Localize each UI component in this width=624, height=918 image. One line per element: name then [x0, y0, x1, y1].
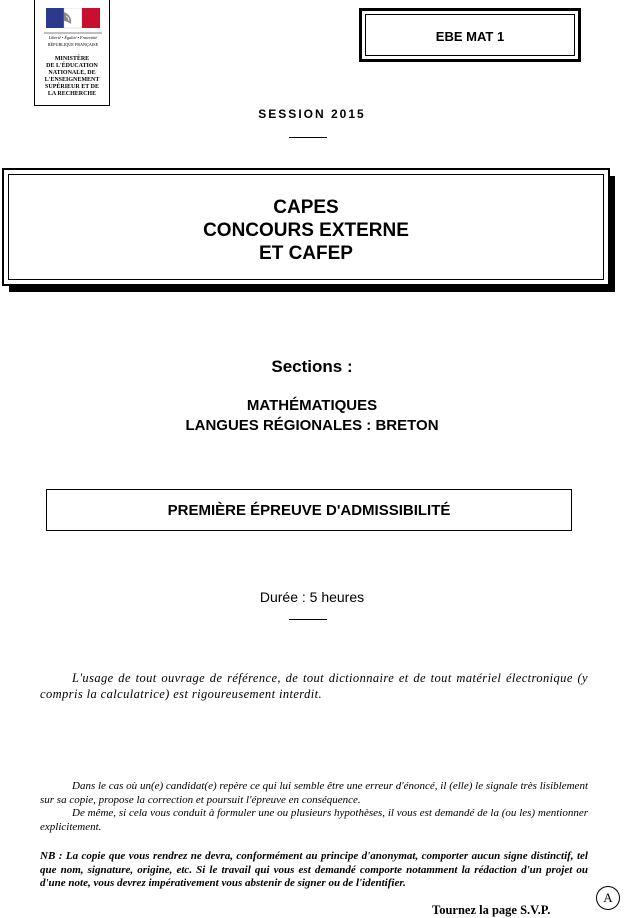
ministry-logo: [34, 0, 110, 106]
section-line-2: LANGUES RÉGIONALES : BRETON: [185, 417, 439, 434]
exam-name: PREMIÈRE ÉPREUVE D'ADMISSIBILITÉ: [167, 502, 451, 519]
title-box: [2, 168, 610, 286]
divider: [289, 619, 327, 620]
session-label: SESSION 2015: [258, 107, 366, 121]
duration-label: Durée : 5 heures: [259, 589, 365, 605]
svg-text:Liberté • Égalité • Fraternité: Liberté • Égalité • Fraternité: [48, 35, 98, 40]
error-notice: [40, 780, 588, 834]
ministry-name: MINISTÈRE DE L'ÉDUCATION NATIONALE, DE L'ENSEIGNEMENT SUPÉRIEUR ET DE LA RECHERCHE: [44, 56, 100, 97]
exam-name-box: [46, 489, 572, 531]
exam-code-box: [359, 8, 581, 62]
turn-page-label: Tournez la page S.V.P.: [432, 903, 551, 917]
marianne-logo-icon: [42, 8, 104, 48]
nb-notice: NB : La copie que vous rendrez ne devra, conformément au principe d'anonymat, comporter aucun signe distinctif, tel que nom, signature, origine, etc. Si le travail qui vous est demandé comporte notamment la rédaction d'un projet ou d'une note, vous devrez impérativement vous abstenir de signer ou de l'identifier.: [40, 850, 588, 889]
variant-badge: A: [596, 886, 620, 910]
divider: [289, 137, 327, 138]
title-line-2: CONCOURS EXTERNE: [203, 220, 409, 241]
section-line-1: MATHÉMATIQUES: [246, 397, 378, 414]
sections-label: Sections :: [271, 357, 353, 376]
title-line-3: ET CAFEP: [259, 243, 353, 264]
title-line-1: CAPES: [273, 197, 339, 218]
exam-code: EBE MAT 1: [435, 29, 505, 44]
error-notice-p2: De même, si cela vous conduit à formuler une ou plusieurs hypothèses, il vous est demandé de la (ou les) mentionner explicitement.: [40, 807, 588, 833]
svg-text:RÉPUBLIQUE FRANÇAISE: RÉPUBLIQUE FRANÇAISE: [47, 42, 99, 47]
error-notice-p1: Dans le cas où un(e) candidat(e) repère ce qui lui semble être une erreur d'énoncé, il (elle) le signale très lisiblement sur sa copie, propose la correction et poursuit l'épreuve en conséquence.: [40, 780, 588, 806]
usage-notice: L'usage de tout ouvrage de référence, de tout dictionnaire et de tout matériel électronique (y compris la calculatrice) est rigoureusement interdit.: [40, 671, 588, 701]
